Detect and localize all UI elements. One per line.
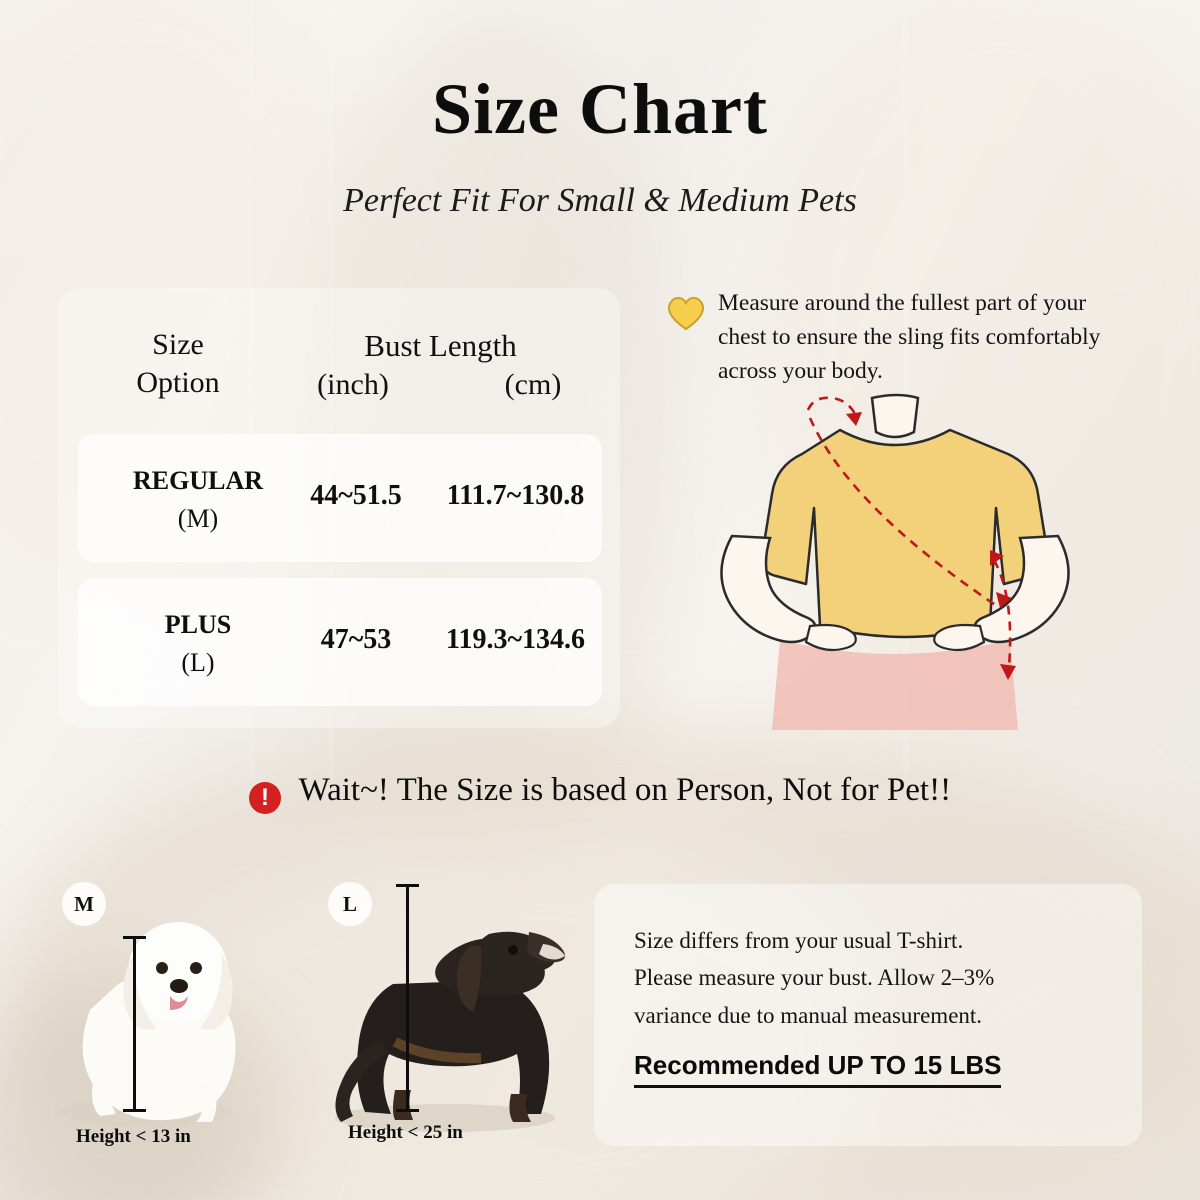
row-bust-cm: 119.3~134.6 (445, 624, 585, 655)
note-card (594, 884, 1142, 1146)
recommended-weight: Recommended UP TO 15 LBS (634, 1050, 1001, 1088)
row-size-name: PLUS (164, 610, 232, 639)
note-line-1: Size differs from your usual T-shirt. (634, 928, 964, 953)
table-header (58, 308, 620, 418)
row-size-name: REGULAR (132, 466, 263, 495)
row-bust-inch: 47~53 (320, 624, 392, 655)
row-size-sub: (L) (181, 647, 215, 677)
row-size-sub: (M) (177, 503, 219, 533)
column-header-bust-length: Bust Length (364, 328, 517, 363)
size-table (58, 288, 620, 728)
column-header-size: Size (152, 328, 204, 361)
row-bust-cm: 111.7~130.8 (446, 480, 585, 511)
height-caption-l: Height < 25 in (348, 1122, 463, 1143)
warning-text: Wait~! The Size is based on Person, Not for Pet!! (298, 772, 952, 808)
table-row (78, 578, 602, 706)
column-header-inch: (inch) (317, 368, 389, 401)
page-subtitle: Perfect Fit For Small & Medium Pets (343, 182, 857, 219)
note-line-2: Please measure your bust. Allow 2–3% (634, 965, 995, 991)
size-badge-m: M (62, 882, 106, 926)
column-header-cm: (cm) (504, 368, 562, 401)
height-measure-bar-l (406, 884, 409, 1112)
size-badge-l: L (328, 882, 372, 926)
torso-measure-illustration (660, 390, 1130, 730)
page-title: Size Chart (432, 69, 768, 149)
dog-photo-dachshund (275, 872, 585, 1142)
heart-icon (664, 292, 708, 332)
row-bust-inch: 44~51.5 (310, 480, 402, 511)
height-caption-m: Height < 13 in (76, 1126, 191, 1147)
exclamation-icon: ! (249, 782, 281, 814)
warning-line (0, 772, 1200, 814)
height-measure-bar-m (133, 936, 136, 1112)
note-line-3: variance due to manual measurement. (634, 1002, 983, 1028)
column-header-option: Option (136, 366, 220, 400)
measure-instruction: Measure around the fullest part of your chest to ensure the sling fits comfortably across your body. (718, 290, 1101, 385)
table-row (78, 434, 602, 562)
